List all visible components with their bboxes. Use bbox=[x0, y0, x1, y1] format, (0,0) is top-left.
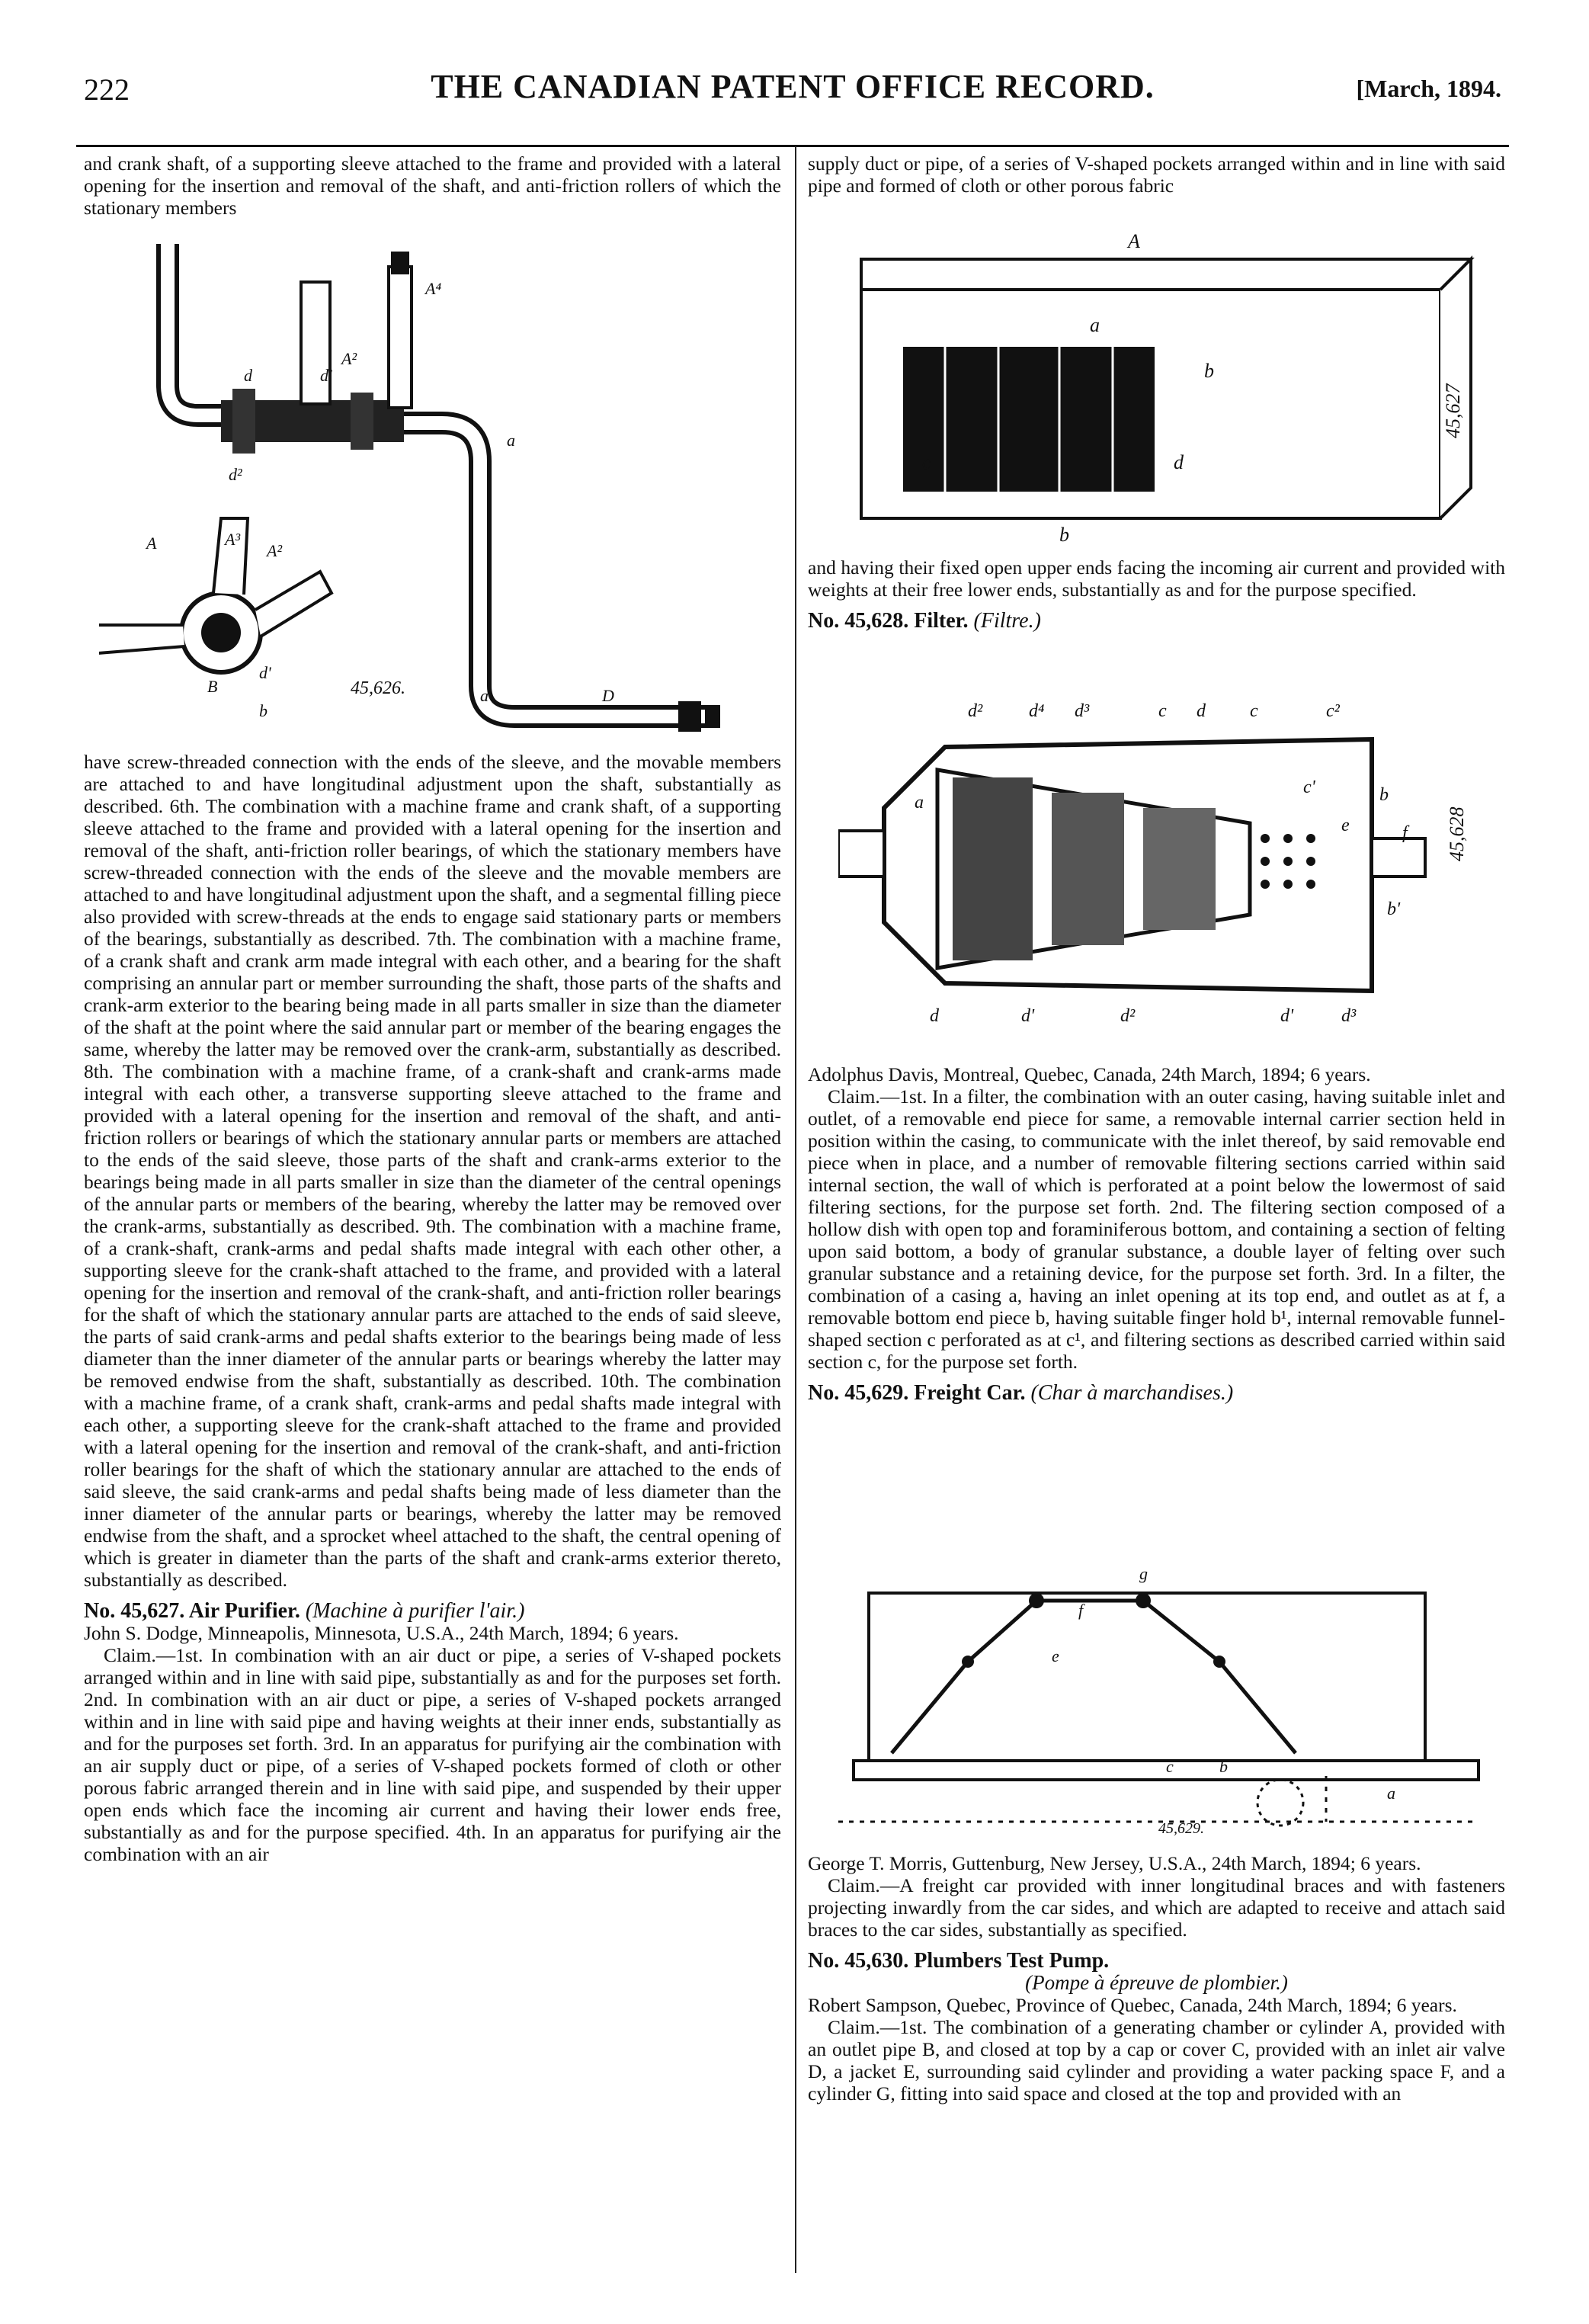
svg-text:c²: c² bbox=[1326, 701, 1340, 721]
svg-text:f: f bbox=[1402, 823, 1408, 843]
crank-shaft-drawing bbox=[99, 229, 770, 732]
patent-45630-inventor: Robert Sampson, Quebec, Province of Quebec, Canada, 24th March, 1894; 6 years. bbox=[808, 1994, 1457, 2016]
right-column-bottom bbox=[808, 1852, 1505, 2104]
issue-date: [March, 1894. bbox=[1356, 75, 1501, 102]
svg-text:e: e bbox=[1052, 1646, 1059, 1665]
patent-45627-title: Air Purifier. bbox=[188, 1599, 300, 1623]
patent-45629-french: (Char à marchandises.) bbox=[1030, 1381, 1234, 1405]
filter-outlet bbox=[1372, 838, 1425, 877]
right-cont-text: and having their fixed open upper ends facing the incoming air current and provided with weights at their free lower ends, substantially as and for the purpose specified. bbox=[808, 556, 1505, 601]
patent-45629-title: Freight Car. bbox=[914, 1381, 1026, 1405]
patent-45630-claim: Claim.—1st. The combination of a generating chamber or cylinder A, provided with an outlet pipe B, and closed at top by a cap or cover C, provided with an inlet air valve D, a jacket E, surrounding said cylinder and providing a water packing space F, and a cylinder G, fitting into said space and closed at the top and provided with an bbox=[808, 2016, 1505, 2104]
header-rule bbox=[76, 145, 1509, 147]
patent-45628-inventor: Adolphus Davis, Montreal, Quebec, Canada, 24th March, 1894; 6 years. bbox=[808, 1063, 1371, 1085]
left-column-top bbox=[84, 152, 781, 219]
svg-text:A: A bbox=[1128, 230, 1140, 252]
svg-text:A: A bbox=[146, 534, 157, 553]
svg-text:d': d' bbox=[259, 663, 271, 682]
svg-text:e: e bbox=[1341, 816, 1350, 835]
svg-text:d': d' bbox=[1280, 1006, 1294, 1026]
patent-45627-number: No. 45,627. bbox=[84, 1599, 185, 1623]
right-column-top bbox=[808, 152, 1505, 197]
patent-45628-french: (Filtre.) bbox=[973, 609, 1041, 633]
patent-45630-number: No. 45,630. bbox=[808, 1949, 909, 1973]
patent-45628-claim: Claim.—1st. In a filter, the combination with an outer casing, having suitable inlet and outlet, of a removable end piece for same, a removable internal carrier section held in position within the casing, to communicate with the inlet thereof, by said removable end piece when in place, and a number of removable filtering sections carried within said internal section, the wall of which is perforated at a point below the lowermost of said filtering sections, for the purpose set forth. 2nd. The filtering section composed of a hollow dish with open top and foraminiferous bottom, and containing a section of felting upon said bottom, a body of granular substance, a double layer of felting over such granular substance and a retaining device, for the purpose set forth. 3rd. In a filter, the combination of a casing a, having an inlet opening at its top end, and outlet as at f, a removable bottom end piece b, having suitable finger hold b¹, internal removable funnel-shaped section c perforated as at c¹, and filtering sections as described carried within said section c, for the purpose set forth. bbox=[808, 1085, 1505, 1373]
svg-text:d': d' bbox=[1021, 1006, 1035, 1026]
svg-text:b: b bbox=[1059, 524, 1069, 545]
svg-text:c: c bbox=[1166, 1757, 1174, 1776]
svg-text:a: a bbox=[507, 431, 515, 450]
figure-45626-number: 45,626. bbox=[351, 678, 405, 698]
svg-text:d: d bbox=[1197, 701, 1206, 721]
filter-section-3 bbox=[1143, 808, 1216, 930]
svg-text:d³: d³ bbox=[1075, 701, 1090, 721]
svg-text:d²: d² bbox=[1120, 1006, 1136, 1026]
patent-45630-heading bbox=[808, 1950, 1505, 1972]
svg-text:c: c bbox=[1158, 701, 1167, 721]
svg-text:d: d bbox=[1174, 451, 1184, 473]
svg-text:c: c bbox=[922, 451, 931, 473]
svg-text:c: c bbox=[1250, 701, 1258, 721]
patent-45627-inventor: John S. Dodge, Minneapolis, Minnesota, U.S.A., 24th March, 1894; 6 years. bbox=[84, 1622, 679, 1644]
figure-crank-shaft bbox=[99, 229, 770, 732]
patent-45630-title: Plumbers Test Pump. bbox=[914, 1949, 1110, 1973]
svg-text:A³: A³ bbox=[225, 530, 241, 549]
svg-text:A⁴: A⁴ bbox=[425, 279, 442, 298]
figure-freight-car bbox=[823, 1563, 1494, 1837]
left-claims-text: have screw-threaded connection with the ends of the sleeve, and the movable members are attached to and have longitudinal adjustment upon the shaft, substantially as described. 6th. The combination with a machine frame and crank shaft, of a supporting sleeve attached to the frame and provided with a lateral opening for the insertion and removal of the shaft, anti-friction roller bearings, of which the stationary members have screw-threaded connection with the ends of the sleeve and the movable members are attached to and have longitudinal adjustment upon the shaft, and a segmental filling piece also provided with screw-threads at the ends to engage said stationary parts or members of the bearings, substantially as described. 7th. The combination with a machine frame, of a crank shaft and crank arm made integral with each other, and a bearing for the shaft comprising an annular part or member surrounding the shaft, those parts of the shafts and crank-arm exterior to the bearing being made in all parts smaller in size than the diameter of the shaft at the point where the said annular part or member of the bearing engages the same, whereby the latter may be removed over the crank-arm, substantially as described. 8th. The combination with a machine frame, of a crank-shaft and crank-arms made integral with each other, a transverse supporting sleeve attached to the frame and provided with a lateral opening for the insertion and removal of the shaft, and anti-friction rollers or bearings of which the stationary annular parts or members are attached to the ends of the said sleeve, those parts of the shaft and crank-arms exterior to the bearings being made in all parts smaller in size than the diameter of the central openings of the annular parts or members of the bearing, whereby the latter may be removed over the crank-arms, substantially as described. 9th. The combination with a machine frame, of a crank-shaft, crank-arms and pedal shafts made integral with each other other, a supporting sleeve for the crank-shaft attached to the frame, and provided with a lateral opening for the insertion and removal of the crank-shaft, and anti-friction roller bearings for the shaft of which the stationary annular parts are attached to the ends of said sleeve, the parts of said crank-arms and pedal shafts exterior to the bearings being made of less diameter than the inner diameter of the annular parts or bearings whereby the latter may be removed endwise from the shaft, substantially as described. 10th. The combination with a machine frame, of a crank shaft, crank-arms and pedal shafts made integral with each other, a supporting sleeve for the crank-shaft attached to the frame and provided with a lateral opening for the insertion and removal of the crank-shaft, and anti-friction roller bearings for the shaft of which the stationary annular are attached to the ends of said sleeve, the said crank-arms and pedal shafts being made of less diameter than the inner diameter of the annular parts or bearings, whereby the latter may be removed endwise from the shaft, and a sprocket wheel attached to the shaft, the central opening of which is greater in diameter than the parts of the shaft and crank-arms exterior thereto, substantially as described. bbox=[84, 751, 781, 1591]
svg-text:b: b bbox=[259, 701, 268, 720]
svg-text:D: D bbox=[602, 686, 614, 705]
patent-45630-french: (Pompe à épreuve de plombier.) bbox=[1025, 1971, 1288, 1994]
patent-45629-number: No. 45,629. bbox=[808, 1381, 909, 1405]
patent-45628-heading bbox=[808, 610, 1505, 632]
filter-section-1 bbox=[953, 777, 1033, 960]
svg-text:a: a bbox=[1090, 314, 1100, 336]
right-column-mid bbox=[808, 556, 1505, 632]
crank-arm-right bbox=[404, 423, 709, 716]
svg-text:d': d' bbox=[320, 366, 332, 385]
filter-section-2 bbox=[1052, 793, 1124, 945]
svg-text:d³: d³ bbox=[1341, 1006, 1357, 1026]
svg-text:b: b bbox=[1204, 360, 1214, 382]
left-intro-text: and crank shaft, of a supporting sleeve attached to the frame and provided with a lateral opening for the insertion and removal of the shaft, and anti-friction rollers of which the stationary members bbox=[84, 152, 781, 219]
svg-text:b': b' bbox=[1387, 899, 1401, 919]
figure-filter bbox=[838, 686, 1494, 1044]
svg-text:d²: d² bbox=[229, 465, 242, 484]
svg-text:a: a bbox=[1387, 1784, 1395, 1803]
svg-text:g: g bbox=[1139, 1564, 1148, 1583]
publication-title: THE CANADIAN PATENT OFFICE RECORD. bbox=[431, 68, 1155, 105]
column-divider bbox=[795, 146, 796, 2273]
air-purifier-drawing bbox=[838, 217, 1494, 545]
svg-text:a: a bbox=[915, 793, 924, 813]
figure-45629-number: 45,629. bbox=[1158, 1820, 1204, 1837]
page-header bbox=[84, 67, 1501, 113]
patent-45627-french: (Machine à purifier l'air.) bbox=[305, 1599, 525, 1623]
page-number: 222 bbox=[84, 72, 130, 107]
svg-text:c': c' bbox=[1303, 777, 1315, 797]
svg-text:d: d bbox=[930, 1006, 939, 1026]
figure-air-purifier bbox=[838, 217, 1494, 545]
freight-car-drawing bbox=[823, 1563, 1494, 1837]
patent-45628-title: Filter. bbox=[914, 609, 969, 633]
patent-45627-claim: Claim.—1st. In combination with an air duct or pipe, a series of V-shaped pockets arranged within and in line with said pipe, substantially as and for the purposes set forth. 2nd. In combination with an air duct or pipe, a series of V-shaped pockets arranged within and in line with said pipe and having weights at their inner ends, substantially as and for the purposes set forth. 3rd. In an apparatus for purifying air the combination with an air supply duct or pipe, of a series of V-shaped pockets formed of cloth or other porous fabric arranged therein and in line with said pipe, and suspended by their upper open ends which face the incoming air current and having their lower ends free, substantially as and for the purpose specified. 4th. In an apparatus for purifying air the combination with an air bbox=[84, 1644, 781, 1865]
figure-45627-number: 45,627 bbox=[1442, 383, 1464, 438]
right-intro-text: supply duct or pipe, of a series of V-shaped pockets arranged within and in line with said pipe and formed of cloth or other porous fabric bbox=[808, 152, 1505, 197]
svg-text:A²: A² bbox=[341, 349, 357, 368]
filter-inlet bbox=[838, 831, 884, 877]
svg-text:a: a bbox=[480, 686, 489, 705]
svg-text:b: b bbox=[1219, 1757, 1228, 1776]
patent-45627-heading bbox=[84, 1600, 781, 1622]
svg-text:d⁴: d⁴ bbox=[1029, 701, 1045, 721]
patent-45628-number: No. 45,628. bbox=[808, 609, 909, 633]
svg-text:A²: A² bbox=[267, 541, 283, 560]
svg-text:b: b bbox=[1379, 785, 1389, 805]
svg-text:B: B bbox=[207, 677, 218, 696]
car-body bbox=[869, 1593, 1425, 1761]
svg-text:f: f bbox=[1078, 1601, 1084, 1620]
patent-45629-claim: Claim.—A freight car provided with inner longitudinal braces and with fasteners projecting inwardly from the car sides, and which are adapted to receive and attach said braces to the car sides, substantially as specified. bbox=[808, 1874, 1505, 1941]
figure-45628-number: 45,628 bbox=[1446, 806, 1468, 861]
left-column-body bbox=[84, 751, 781, 1865]
patent-45629-inventor: George T. Morris, Guttenburg, New Jersey, U.S.A., 24th March, 1894; 6 years. bbox=[808, 1852, 1421, 1874]
svg-text:d: d bbox=[244, 366, 252, 385]
patent-45629-heading bbox=[808, 1382, 1505, 1404]
svg-text:d²: d² bbox=[968, 701, 983, 721]
crank-arm-left bbox=[168, 244, 225, 415]
v-pockets bbox=[903, 347, 1155, 492]
right-column-filter-text bbox=[808, 1063, 1505, 1404]
filter-drawing bbox=[838, 686, 1494, 1044]
